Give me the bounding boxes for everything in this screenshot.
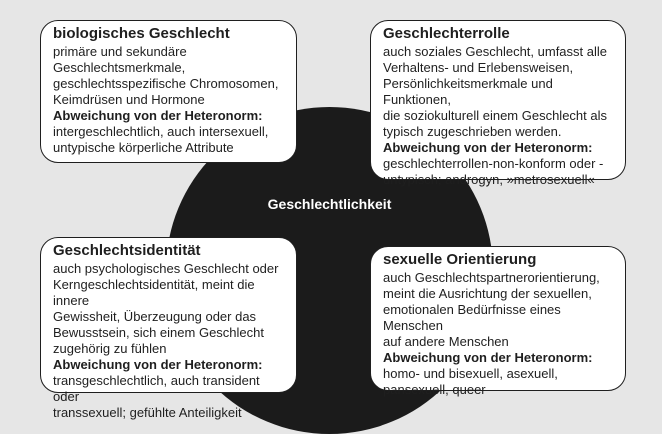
box-title: biologisches Geschlecht <box>53 25 230 42</box>
center-label: Geschlechtlichkeit <box>267 196 392 212</box>
deviation-line: homo- und bisexuell, asexuell, <box>383 366 558 381</box>
deviation-label: Abweichung von der Heteronorm: <box>383 140 593 155</box>
box-line: meint die Ausrichtung der sexuellen, <box>383 286 592 301</box>
deviation-line: untypische körperliche Attribute <box>53 140 234 155</box>
box-line: Bewusstsein, sich einem Geschlecht <box>53 325 264 340</box>
deviation-line: intergeschlechtlich, auch intersexuell, <box>53 124 269 139</box>
deviation-line: untypisch; androgyn, »metrosexuell« <box>383 172 595 187</box>
box-line: Geschlechtsmerkmale, <box>53 60 186 75</box>
box-line: zugehörig zu fühlen <box>53 341 167 356</box>
box-line: auch psychologisches Geschlecht oder <box>53 261 279 276</box>
deviation-line: transsexuell; gefühlte Anteiligkeit <box>53 405 242 420</box>
box-line: primäre und sekundäre <box>53 44 187 59</box>
box-title: Geschlechterrolle <box>383 25 510 42</box>
box-line: auf andere Menschen <box>383 334 509 349</box>
box-gender-identity <box>40 237 297 420</box>
box-gender-role <box>370 20 626 187</box>
box-line: geschlechtsspezifische Chromosomen, <box>53 76 279 91</box>
deviation-line: pansexuell, queer <box>383 382 486 397</box>
box-title: Geschlechtsidentität <box>53 242 201 259</box>
box-sexual-orientation <box>370 246 626 397</box>
box-line: Persönlichkeitsmerkmale und Funktionen, <box>383 76 553 107</box>
box-line: typisch zugeschrieben werden. <box>383 124 562 139</box>
box-biological-sex <box>40 20 297 163</box>
box-line: Keimdrüsen und Hormone <box>53 92 205 107</box>
box-line: auch Geschlechtspartnerorientierung, <box>383 270 600 285</box>
deviation-label: Abweichung von der Heteronorm: <box>53 108 263 123</box>
box-line: emotionalen Bedürfnisse eines Menschen <box>383 302 561 333</box>
box-line: die soziokulturell einem Geschlecht als <box>383 108 607 123</box>
box-title: sexuelle Orientierung <box>383 251 537 268</box>
deviation-line: transgeschlechtlich, auch transident oder <box>53 373 260 404</box>
box-line: Kerngeschlechtsidentität, meint die innere <box>53 277 255 308</box>
box-line: auch soziales Geschlecht, umfasst alle <box>383 44 607 59</box>
box-line: Verhaltens- und Erlebensweisen, <box>383 60 574 75</box>
deviation-label: Abweichung von der Heteronorm: <box>383 350 593 365</box>
deviation-label: Abweichung von der Heteronorm: <box>53 357 263 372</box>
box-line: Gewissheit, Überzeugung oder das <box>53 309 257 324</box>
deviation-line: geschlechterrollen-non-konform oder - <box>383 156 604 171</box>
